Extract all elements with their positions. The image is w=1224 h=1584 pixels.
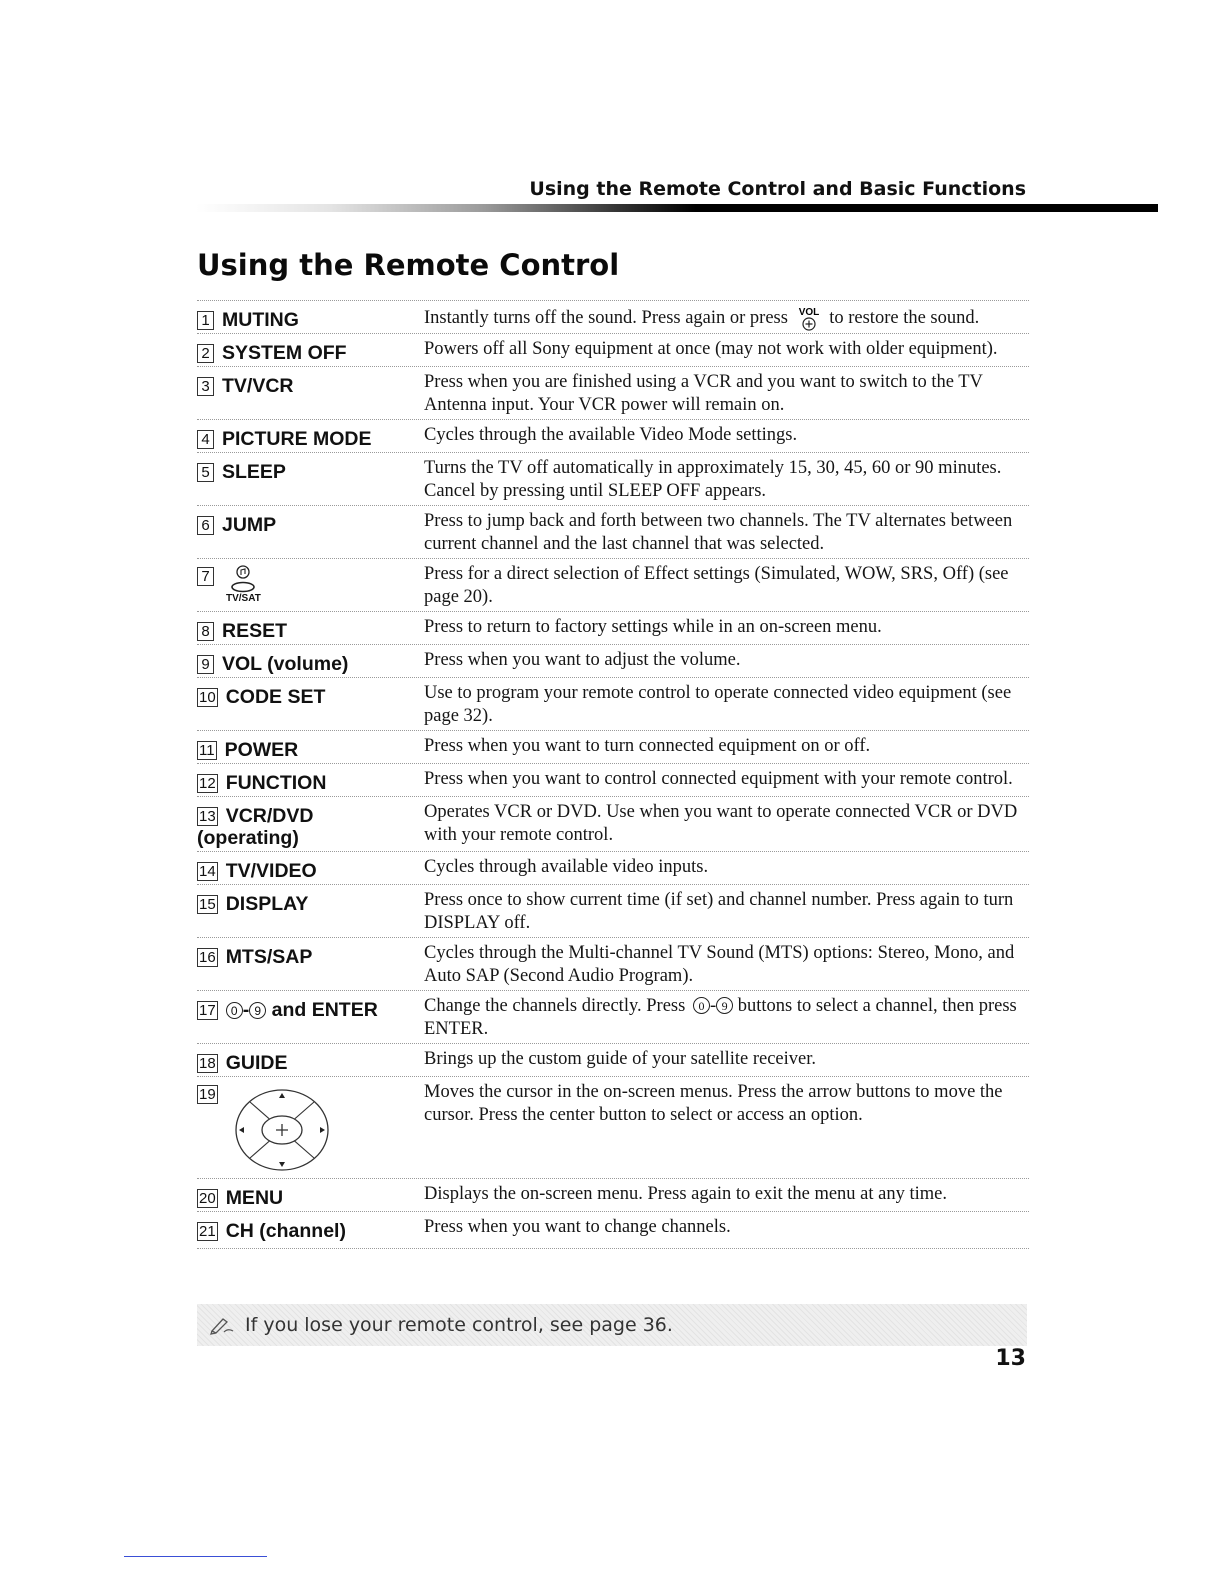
item-number: 20 (199, 1190, 216, 1207)
item-number: 1 (197, 311, 214, 330)
header-rule (196, 204, 1158, 212)
button-label: CODE SET (225, 686, 326, 708)
table-row (197, 1178, 1029, 1211)
item-number: 6 (197, 516, 214, 535)
item-number: 3 (197, 377, 214, 396)
digit-nine-button-glyph: 9 (716, 997, 733, 1014)
button-description: Press when you want to control connected equipment with your remote control. (424, 769, 1013, 789)
table-row (197, 333, 1029, 366)
button-label: VOL (volume) (222, 653, 349, 675)
button-description-table (197, 300, 1029, 1249)
table-row (197, 730, 1029, 763)
button-description: Displays the on-screen menu. Press again to exit the menu at any time. (424, 1184, 948, 1204)
table-row (197, 505, 1029, 558)
table-row (197, 1043, 1029, 1076)
item-number: 14 (199, 863, 216, 880)
joystick-arrow-pad-icon (232, 1087, 332, 1173)
tip-text: If you lose your remote control, see page 36. (245, 1314, 673, 1336)
table-row (197, 677, 1029, 730)
running-head: Using the Remote Control and Basic Functions (529, 178, 1026, 200)
button-description: Press to jump back and forth between two channels. The TV alternates between current channel and the last channel that was selected. (424, 511, 1013, 554)
item-number: 9 (197, 655, 214, 674)
table-row (197, 419, 1029, 452)
button-label: TV/VCR (222, 375, 294, 397)
button-label: TV/VIDEO (225, 860, 317, 882)
table-row (197, 452, 1029, 505)
item-number: 13 (199, 808, 216, 825)
button-label: SYSTEM OFF (222, 342, 347, 364)
item-number: 19 (199, 1086, 216, 1103)
button-label: PICTURE MODE (222, 428, 372, 450)
table-row (197, 1076, 1029, 1178)
item-number: 18 (199, 1055, 216, 1072)
button-description: Brings up the custom guide of your satellite receiver. (424, 1049, 816, 1069)
button-label: DISPLAY (225, 893, 309, 915)
button-label: MENU (225, 1187, 284, 1209)
tv-sat-caption: TV/SAT (226, 593, 261, 604)
table-row (197, 937, 1029, 990)
button-label: FUNCTION (225, 772, 327, 794)
item-number: 7 (197, 567, 214, 586)
button-label: MTS/SAP (225, 946, 313, 968)
table-row (197, 644, 1029, 677)
page-title: Using the Remote Control (197, 248, 620, 282)
button-description: Press when you are finished using a VCR and you want to switch to the TV Antenna input. Your VCR power will remain on. (424, 372, 983, 415)
page-number: 13 (995, 1346, 1026, 1371)
button-label: GUIDE (225, 1052, 288, 1074)
button-description: Cycles through the Multi-channel TV Sound (MTS) options: Stereo, Mono, and Auto SAP (Second Audio Program). (424, 943, 1015, 986)
table-row (197, 884, 1029, 937)
table-row: 17 0 - 9 and ENTER Change the channels directly. Press 0 - 9 buttons to select a channel, then press ENTER. (197, 990, 1029, 1043)
button-description: Moves the cursor in the on-screen menus. Press the arrow buttons to move the cursor. Press the center button to select or access an option. (424, 1082, 1003, 1125)
item-number: 16 (199, 949, 216, 966)
button-description: Press to return to factory settings while in an on-screen menu. (424, 617, 882, 637)
pencil-note-icon (209, 1315, 235, 1335)
item-number: 12 (199, 775, 216, 792)
table-row (197, 851, 1029, 884)
button-description: Operates VCR or DVD. Use when you want to operate connected VCR or DVD with your remote control. (424, 802, 1018, 845)
button-description: Instantly turns off the sound. Press again or press VOL to restore the sound. (424, 304, 1029, 331)
button-description: Use to program your remote control to operate connected video equipment (see page 32). (424, 683, 1012, 726)
digit-zero-button-glyph: 0 (226, 1002, 243, 1019)
table-row (197, 366, 1029, 419)
table-row (197, 300, 1029, 333)
item-number: 8 (197, 622, 214, 641)
button-description: Powers off all Sony equipment at once (may not work with older equipment). (424, 339, 998, 359)
digit-zero-button-glyph: 0 (693, 997, 710, 1014)
item-number: 2 (197, 344, 214, 363)
button-label: and ENTER (271, 999, 378, 1021)
button-description: Press once to show current time (if set) and channel number. Press again to turn DISPLAY off. (424, 890, 1014, 933)
item-number: 21 (199, 1223, 216, 1240)
item-number: 4 (197, 430, 214, 449)
button-label: VCR/DVD (225, 805, 314, 827)
table-row (197, 558, 1029, 611)
effect-button-icon (227, 564, 259, 594)
button-label: SLEEP (222, 461, 286, 483)
table-row (197, 763, 1029, 796)
item-number: 11 (199, 742, 215, 759)
button-description: Press when you want to change channels. (424, 1217, 731, 1237)
table-row (197, 1211, 1029, 1249)
item-number: 5 (197, 463, 214, 482)
tip-box (197, 1304, 1027, 1346)
digit-nine-button-glyph: 9 (249, 1002, 266, 1019)
item-number: 15 (199, 896, 216, 913)
button-description: Cycles through available video inputs. (424, 857, 709, 877)
item-number: 17 (199, 1002, 216, 1019)
button-description: Press when you want to adjust the volume. (424, 650, 741, 670)
button-label: JUMP (222, 514, 277, 536)
button-label-line2: (operating) (197, 827, 299, 849)
footer-link-underline (124, 1556, 267, 1557)
table-row (197, 611, 1029, 644)
button-label: CH (channel) (225, 1220, 346, 1242)
button-description: Cycles through the available Video Mode settings. (424, 425, 798, 445)
button-description: Press when you want to turn connected equipment on or off. (424, 736, 871, 756)
button-description: Turns the TV off automatically in approximately 15, 30, 45, 60 or 90 minutes. Cancel by pressing until SLEEP OFF appears. (424, 458, 1002, 501)
button-label: MUTING (222, 309, 299, 331)
vol-plus-icon (797, 305, 821, 331)
button-label: RESET (222, 620, 288, 642)
button-description: Change the channels directly. Press 0 - 9 buttons to select a channel, then press ENTER. (424, 996, 1017, 1039)
button-description: Press for a direct selection of Effect settings (Simulated, WOW, SRS, Off) (see page 20). (424, 564, 1009, 607)
item-number: 10 (199, 689, 216, 706)
table-row (197, 796, 1029, 851)
svg-text:VOL: VOL (798, 307, 819, 318)
button-label: POWER (224, 739, 299, 761)
